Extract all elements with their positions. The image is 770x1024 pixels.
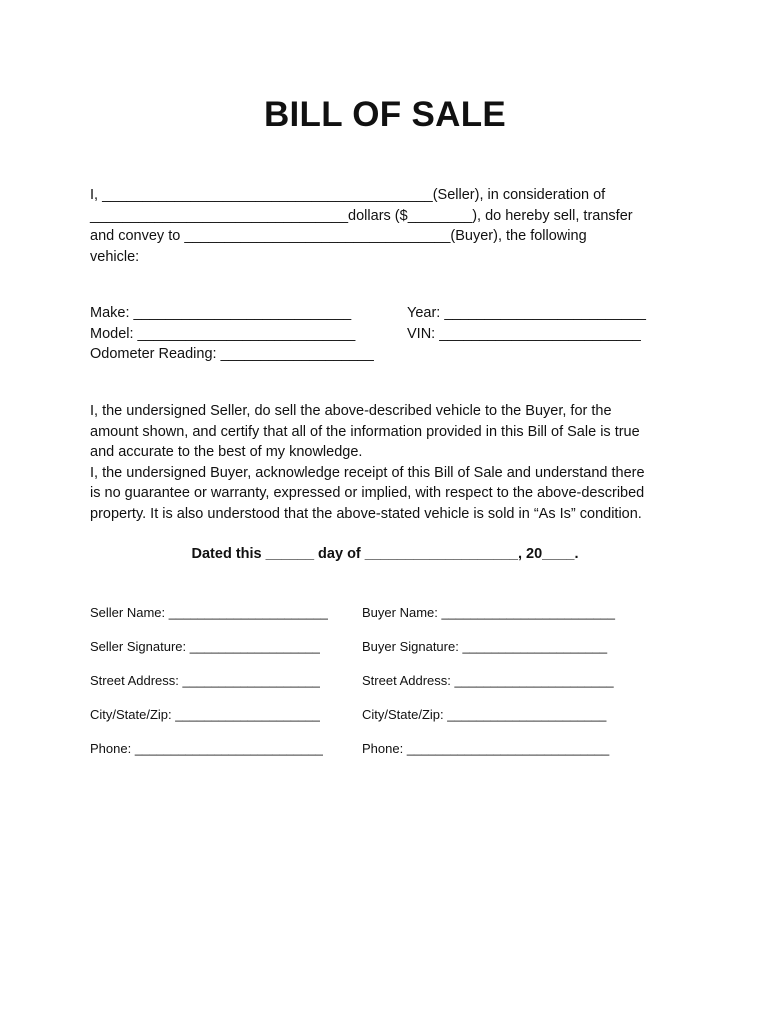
- dated-line: Dated this ______ day of ___________________, 20____.: [191, 546, 579, 562]
- intro-line-dollars: ________________________________dollars ($________), do hereby sell, transfer: [90, 207, 633, 224]
- seller-phone-field: Phone: __________________________: [90, 741, 323, 756]
- buyer-street-field: Street Address: ______________________: [362, 673, 614, 688]
- intro-line-vehicle: vehicle:: [90, 248, 140, 265]
- odometer-field: Odometer Reading: ___________________: [90, 346, 374, 362]
- certification-paragraph: [90, 401, 690, 524]
- buyer-signature-field: Buyer Signature: ____________________: [362, 639, 608, 654]
- certification-line: I, the undersigned Buyer, acknowledge receipt of this Bill of Sale and understand there: [90, 464, 645, 481]
- certification-line: I, the undersigned Seller, do sell the above-described vehicle to the Buyer, for the: [90, 403, 612, 419]
- seller-city-field: City/State/Zip: ____________________: [90, 707, 320, 722]
- seller-signature-block: [90, 603, 328, 773]
- year-field: Year: _________________________: [407, 305, 646, 321]
- certification-line: amount shown, and certify that all of the information provided in this Bill of Sale is true: [90, 423, 640, 440]
- model-field: Model: ___________________________: [90, 325, 356, 342]
- certification-line: is no guarantee or warranty, expressed or implied, with respect to the above-described: [90, 485, 645, 501]
- certification-line: and accurate to the best of my knowledge.: [90, 444, 363, 460]
- seller-signature-field: Seller Signature: __________________: [90, 639, 320, 654]
- intro-paragraph: [90, 185, 690, 267]
- vin-field: VIN: _________________________: [407, 325, 641, 342]
- buyer-name-field: Buyer Name: ________________________: [362, 605, 615, 620]
- seller-street-field: Street Address: ___________________: [90, 673, 320, 688]
- intro-line-seller: I, _________________________________________(Seller), in consideration of: [90, 187, 606, 203]
- buyer-phone-field: Phone: ____________________________: [362, 741, 610, 756]
- buyer-signature-block: [362, 603, 615, 773]
- certification-line: property. It is also understood that the above-stated vehicle is sold in “As Is” condition.: [90, 505, 642, 522]
- buyer-city-field: City/State/Zip: ______________________: [362, 707, 607, 722]
- vehicle-fields-right: [407, 303, 646, 344]
- document-title: BILL OF SALE: [263, 95, 507, 134]
- make-field: Make: ___________________________: [90, 305, 352, 321]
- intro-line-buyer: and convey to _________________________________(Buyer), the following: [90, 228, 587, 244]
- vehicle-fields-left: [90, 303, 374, 365]
- seller-name-field: Seller Name: ______________________: [90, 605, 328, 620]
